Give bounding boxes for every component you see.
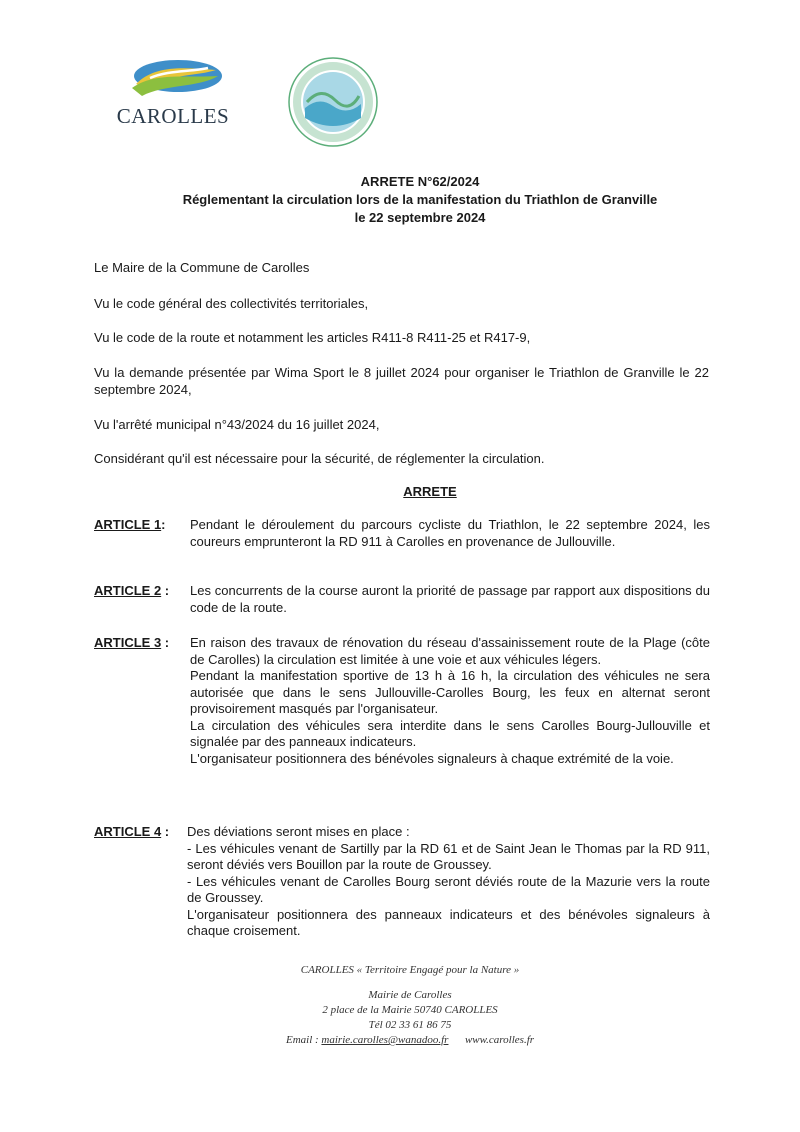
article-line: En raison des travaux de rénovation du réseau d'assainissement route de la Plage (côte de Carolles) la circulation est limitée à une voie et aux véhicules légers.	[190, 635, 710, 667]
article-line: Pendant la manifestation sportive de 13 h à 16 h, la circulation des véhicules ne sera autorisée que dans le sens Jullouville-Carolles Bourg, les feux en alternat seront provisoirement masqués par l'organisateur.	[190, 668, 710, 716]
article-text	[187, 824, 710, 940]
article-text	[190, 583, 710, 616]
article-line: L'organisateur positionnera des bénévoles signaleurs à chaque extrémité de la voie.	[190, 750, 674, 766]
preamble-cgct: Vu le code général des collectivités territoriales,	[94, 296, 369, 311]
footer-email-label: Email :	[285, 1034, 319, 1046]
article-text	[190, 635, 710, 767]
article-line: La circulation des véhicules sera interdite dans le sens Carolles Bourg-Jullouville et signalée par des panneaux indicateurs.	[190, 717, 710, 749]
arrete-heading: ARRETE	[403, 484, 457, 499]
preamble-municipal-order: Vu l'arrêté municipal n°43/2024 du 16 juillet 2024,	[94, 417, 380, 432]
footer-email-link[interactable]: mairie.carolles@wanadoo.fr	[321, 1034, 449, 1046]
article-label: ARTICLE 1:	[94, 517, 166, 532]
footer-tagline: CAROLLES « Territoire Engagé pour la Nature »	[300, 964, 520, 976]
decree-date: le 22 septembre 2024	[354, 210, 486, 225]
footer-mairie: Mairie de Carolles	[368, 989, 452, 1001]
article-bullet: - Les véhicules venant de Carolles Bourg seront déviés route de la Mazurie vers la route de Groussey.	[187, 873, 710, 905]
territoire-engage-badge	[283, 56, 383, 153]
article-text	[190, 517, 710, 550]
carolles-logo	[108, 58, 238, 130]
article-line: Les concurrents de la course auront la priorité de passage par rapport aux dispositions du code de la route.	[190, 583, 710, 615]
article-label: ARTICLE 2 :	[94, 583, 170, 598]
preamble-considering: Considérant qu'il est nécessaire pour la sécurité, de réglementer la circulation.	[94, 451, 545, 466]
carolles-wave-icon	[128, 58, 222, 100]
article-label: ARTICLE 4 :	[94, 824, 170, 839]
footer-phone: Tél 02 33 61 86 75	[368, 1019, 452, 1031]
article-line: L'organisateur positionnera des panneaux indicateurs et des bénévoles signaleurs à chaque croisement.	[187, 906, 710, 938]
footer-address: 2 place de la Mairie 50740 CAROLLES	[322, 1004, 498, 1016]
decree-header	[0, 173, 800, 227]
territoire-nature-badge-icon	[283, 56, 383, 148]
footer-website-link[interactable]: www.carolles.fr	[464, 1034, 535, 1046]
preamble-mayor: Le Maire de la Commune de Carolles	[94, 260, 310, 275]
article-label: ARTICLE 3 :	[94, 635, 170, 650]
decree-subject: Réglementant la circulation lors de la manifestation du Triathlon de Granville	[182, 192, 658, 207]
article-bullet: - Les véhicules venant de Sartilly par la RD 61 et de Saint Jean le Thomas par la RD 911, seront déviés vers Bouillon par la route de Groussey.	[187, 840, 710, 872]
article-line: Des déviations seront mises en place :	[187, 824, 410, 839]
letterhead-footer	[0, 963, 800, 1048]
footer-contact	[0, 1033, 800, 1048]
decree-number: ARRETE N°62/2024	[360, 174, 480, 189]
carolles-logo-text: CAROLLES	[116, 104, 230, 128]
article-line: Pendant le déroulement du parcours cycliste du Triathlon, le 22 septembre 2024, les coureurs emprunteront la RD 911 à Carolles en provenance de Jullouville.	[190, 517, 710, 549]
preamble-code-route: Vu le code de la route et notamment les articles R411-8 R411-25 et R417-9,	[94, 330, 531, 345]
preamble-request: Vu la demande présentée par Wima Sport le 8 juillet 2024 pour organiser le Triathlon de Granville le 22 septembre 2024,	[94, 365, 709, 397]
